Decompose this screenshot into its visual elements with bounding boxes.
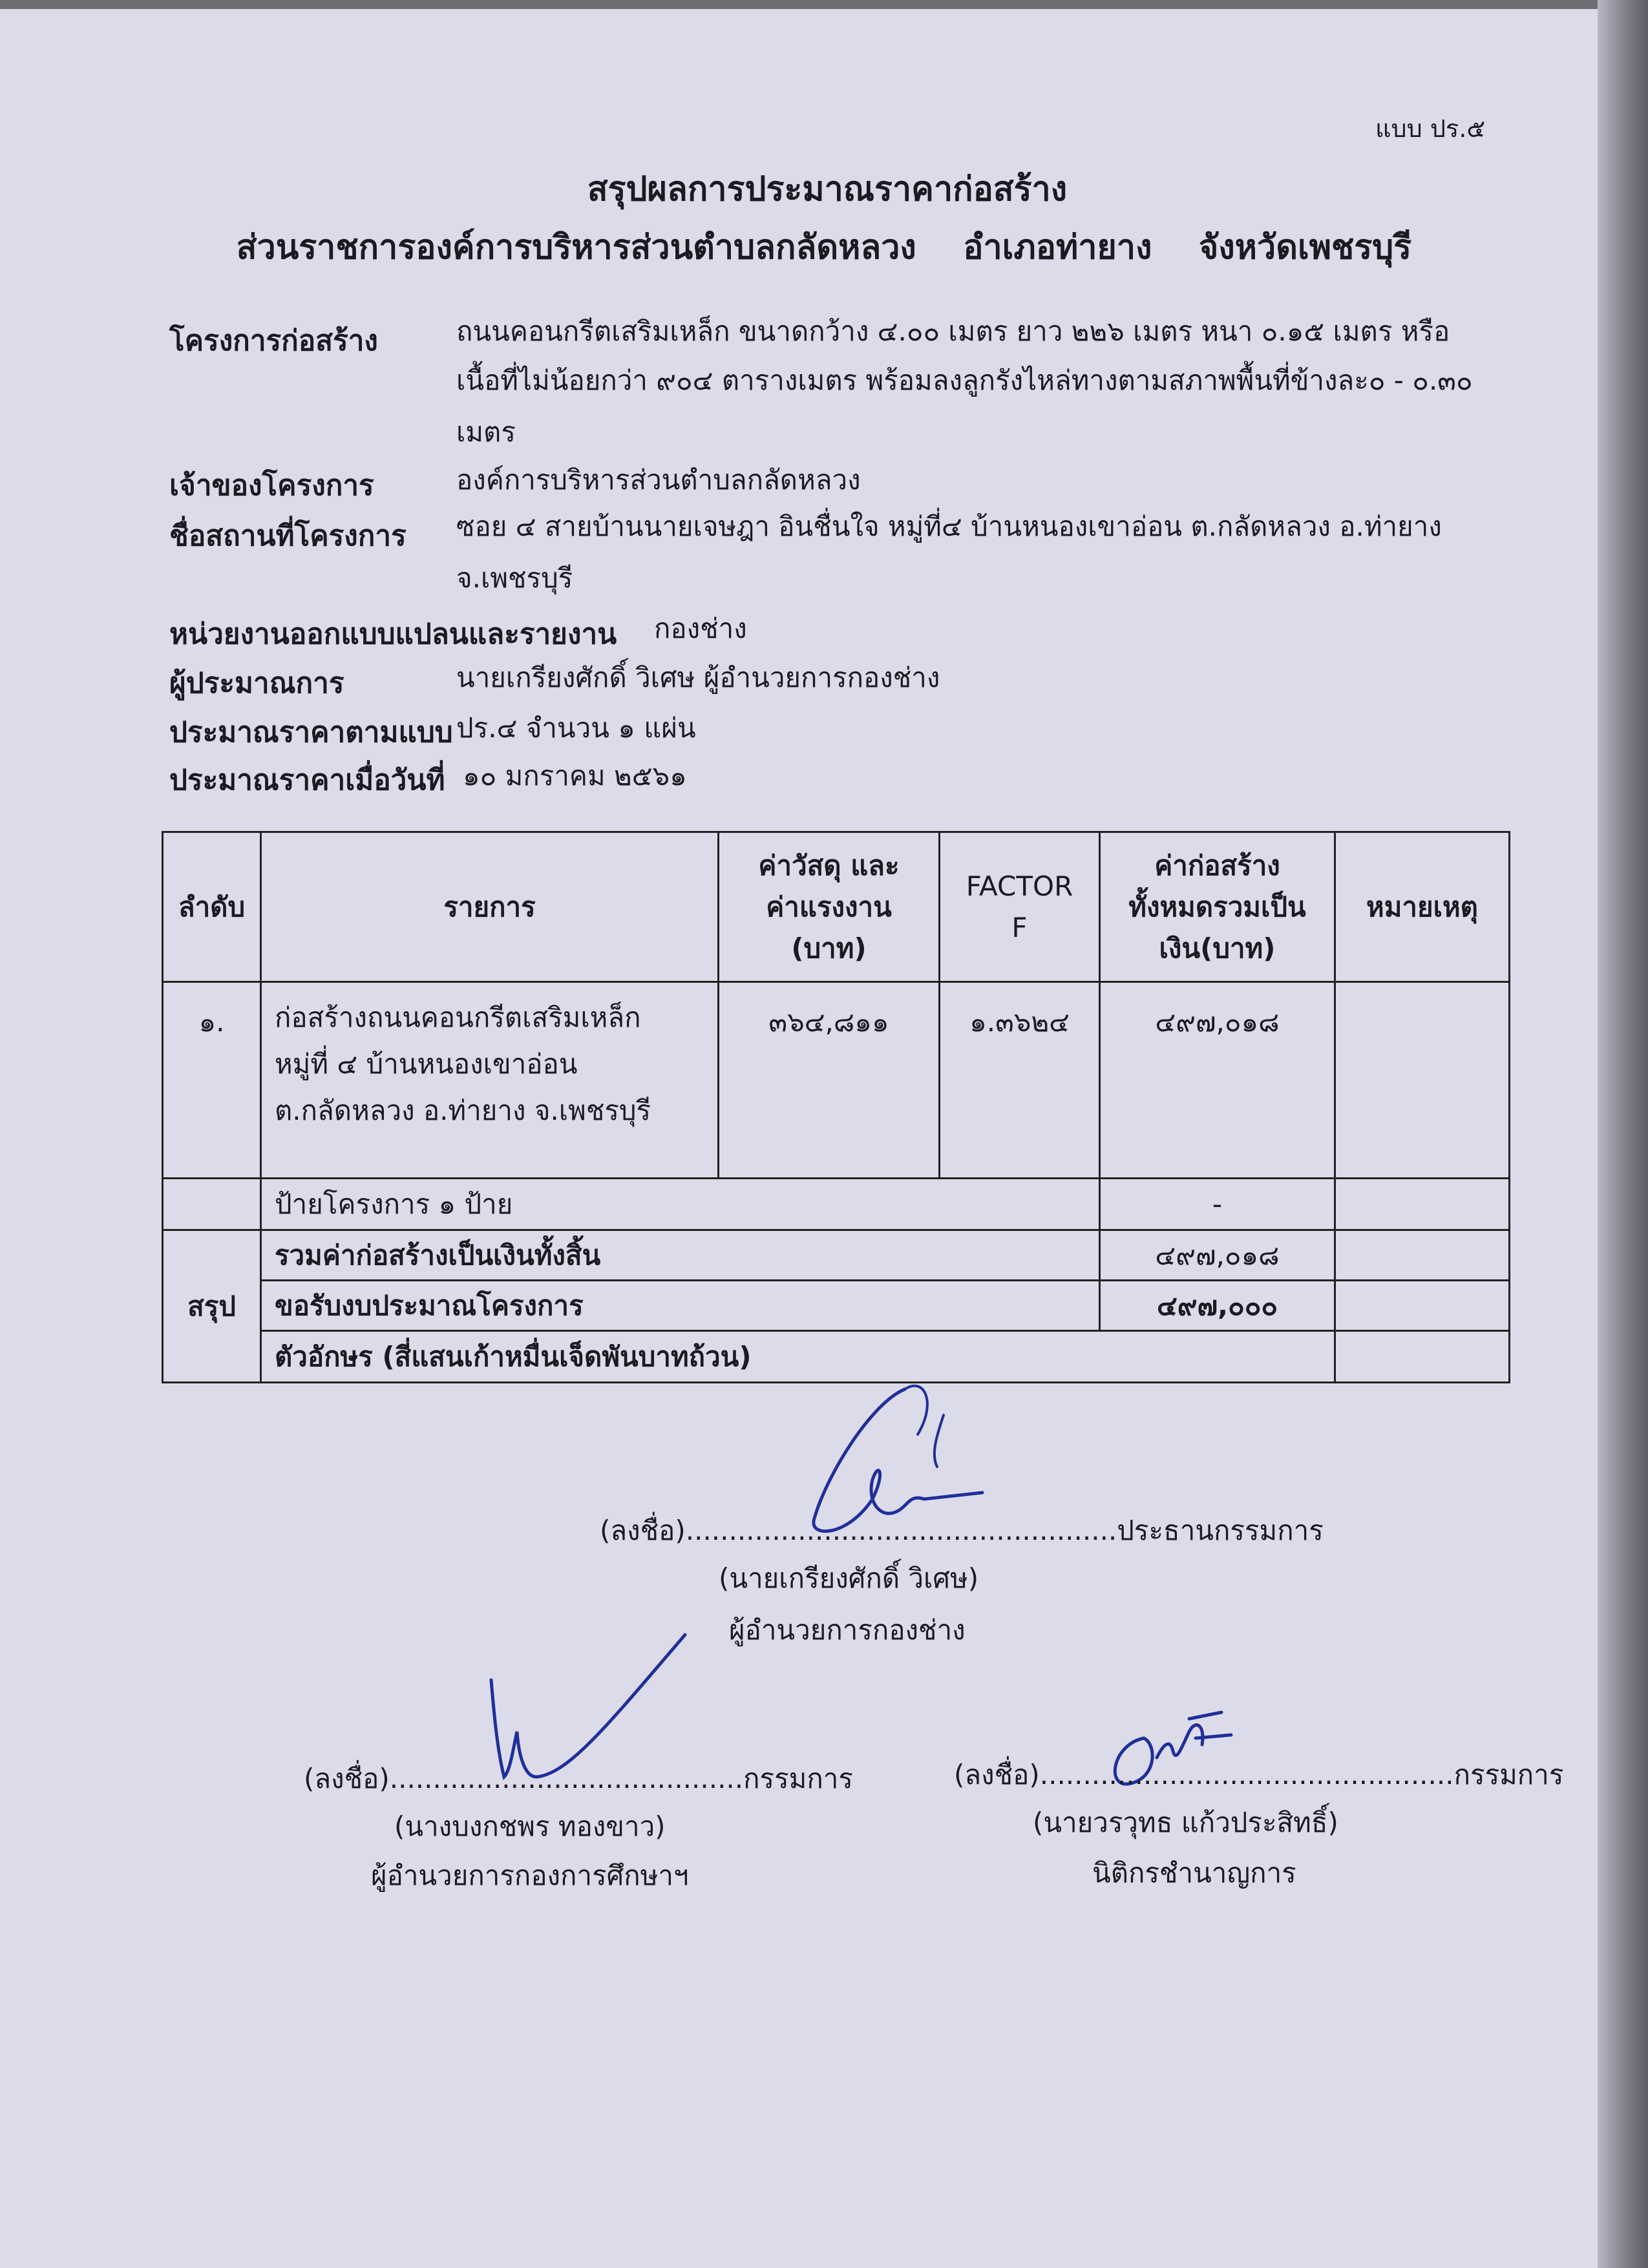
member1-name: (นางบงกชพร ทองขาว) [394,1811,666,1842]
date-value: ๑๐ มกราคม ๒๕๖๑ [463,760,687,792]
header-cost-line2: ค่าแรงงาน [766,890,892,923]
table-row [163,1281,1510,1331]
table-row [163,1179,1510,1230]
header-factor-line2: F [1011,911,1028,943]
row1-item-line1: ก่อสร้างถนนคอนกรีตเสริมเหล็ก [275,1002,641,1033]
header-remark: หมายเหตุ [1335,832,1510,982]
document-subtitle: ส่วนราชการองค์การบริหารส่วนตำบลกลัดหลวง อำเภอท่ายาง จังหวัดเพชรบุรี [236,228,1412,267]
chair-position: ผู้อำนวยการกองช่าง [729,1614,966,1646]
summary-label: สรุป [163,1230,261,1383]
sign-row-total: - [1100,1179,1335,1230]
row1-item-line2: หมู่ที่ ๔ บ้านหนองเขาอ่อน [275,1048,578,1080]
project-line3: เมตร [456,416,516,448]
header-factor [940,832,1100,982]
project-line1: ถนนคอนกรีตเสริมเหล็ก ขนาดกว้าง ๔.๐๐ เมตร ยาว ๒๒๖ เมตร หนา ๐.๑๕ เมตร หรือ [456,315,1450,347]
header-cost [719,832,940,982]
request-label: ขอรับงบประมาณโครงการ [261,1281,1100,1331]
request-remark [1335,1281,1510,1331]
header-item: รายการ [261,832,719,982]
words-remark [1335,1331,1510,1383]
member2-name: (นายวรวุทธ แก้วประสิทธิ์) [1033,1807,1338,1838]
sum-total-remark [1335,1230,1510,1281]
header-total-line2: ทั้งหมดรวมเป็น [1128,890,1306,923]
table-row [163,982,1510,1179]
estimator-label: ผู้ประมาณการ [169,667,344,700]
project-line2: เนื้อที่ไม่น้อยกว่า ๙๐๔ ตารางเมตร พร้อมลงลูกรังไหล่ทางตามสภาพพื้นที่ข้างละ๐ - ๐.๓๐ [456,364,1473,396]
row1-item-line3: ต.กลัดหลวง อ.ท่ายาง จ.เพชรบุรี [275,1095,651,1126]
header-factor-line1: FACTOR [966,870,1073,902]
header-cost-line1: ค่าวัสดุ และ [758,849,900,881]
sum-total-value: ๔๙๗,๐๑๘ [1100,1230,1335,1281]
location-line2: จ.เพชรบุรี [456,562,573,594]
design-unit-label: หน่วยงานออกแบบแปลนและรายงาน [169,618,617,651]
form-ref-value: ปร.๔ จำนวน ๑ แผ่น [456,712,696,744]
row1-remark [1335,982,1510,1179]
cost-summary-table [162,831,1510,1383]
member1-sign-line: (ลงชื่อ).........................................กรรมการ [304,1763,853,1794]
row1-total: ๔๙๗,๐๑๘ [1100,982,1335,1179]
table-row [163,1331,1510,1383]
form-code: แบบ ปร.๕ [1375,114,1486,143]
owner-value: องค์การบริหารส่วนตำบลกลัดหลวง [456,464,861,496]
member2-sign-line: (ลงชื่อ)................................................กรรมการ [954,1759,1564,1790]
table-row [163,1230,1510,1281]
estimator-value: นายเกรียงศักดิ์ วิเศษ ผู้อำนวยการกองช่าง [456,662,940,693]
words-label: ตัวอักษร (สี่แสนเก้าหมื่นเจ็ดพันบาทถ้วน) [261,1331,1335,1383]
header-cost-line3: (บาท) [791,932,867,964]
header-no: ลำดับ [163,832,261,982]
project-label: โครงการก่อสร้าง [169,324,378,357]
location-line1: ซอย ๔ สายบ้านนายเจษฎา อินชื่นใจ หมู่ที่๔ บ้านหนองเขาอ่อน ต.กลัดหลวง อ.ท่ายาง [456,510,1442,542]
chair-name: (นายเกรียงศักดิ์ วิเศษ) [719,1562,979,1594]
row1-item [261,982,719,1179]
sign-row-no [163,1179,261,1230]
header-total-line1: ค่าก่อสร้าง [1154,849,1280,881]
member2-position: นิติกรชำนาญการ [1092,1857,1296,1889]
row1-cost: ๓๖๔,๘๑๑ [719,982,940,1179]
table-header-row [163,832,1510,982]
location-label: ชื่อสถานที่โครงการ [169,520,407,552]
chair-sign-line: (ลงชื่อ)..................................................ประธานกรรมการ [600,1515,1324,1546]
form-ref-label: ประมาณราคาตามแบบ [169,716,453,749]
header-total [1100,832,1335,982]
row1-factor: ๑.๓๖๒๔ [940,982,1100,1179]
header-total-line3: เงิน(บาท) [1159,932,1276,964]
sign-row-item: ป้ายโครงการ ๑ ป้าย [261,1179,1100,1230]
sign-row-remark [1335,1179,1510,1230]
date-label: ประมาณราคาเมื่อวันที่ [169,764,445,797]
request-value: ๔๙๗,๐๐๐ [1100,1281,1335,1331]
member1-position: ผู้อำนวยการกองการศึกษาฯ [371,1860,689,1891]
document-title: สรุปผลการประมาณราคาก่อสร้าง [587,170,1068,209]
owner-label: เจ้าของโครงการ [169,469,374,502]
scan-edge [1598,0,1648,2268]
sum-total-label: รวมค่าก่อสร้างเป็นเงินทั้งสิ้น [261,1230,1100,1281]
design-unit-value: กองช่าง [654,613,747,644]
row1-no: ๑. [163,982,261,1179]
